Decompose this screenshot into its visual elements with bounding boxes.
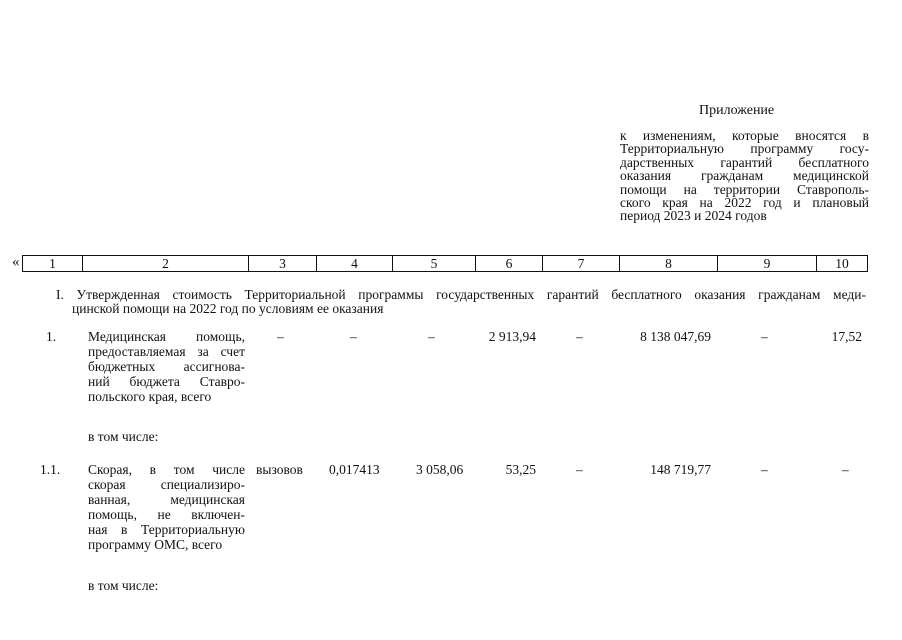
row-name-line: ванная, медицинская (88, 492, 245, 507)
cell-total: 8 138 047,69 (640, 329, 711, 344)
row-name-line: польского края, всего (88, 389, 212, 404)
appendix-line: дарственных гарантий бесплатного (620, 154, 869, 170)
column-number: 7 (543, 256, 620, 271)
cell-col7: – (576, 329, 583, 344)
cell-volume: – (350, 329, 357, 344)
cell-per-capita: 2 913,94 (488, 329, 536, 344)
row-name-line: скорая специализиро- (88, 477, 245, 492)
column-number: 8 (620, 256, 718, 271)
column-number: 6 (476, 256, 543, 271)
cell-unit: вызовов (256, 462, 303, 477)
column-number: 1 (23, 256, 83, 271)
column-number-row (22, 255, 868, 272)
row-name-line: помощь, не включен- (88, 507, 245, 522)
cell-cost-per-unit: – (428, 329, 435, 344)
column-number: 10 (835, 256, 849, 271)
row-name-line: ний бюджета Ставро- (88, 374, 245, 389)
row-name-line: предоставляемая за счет (88, 344, 245, 359)
section-title-line: I. Утвержденная стоимость Территориальной программы государственных гарантий бесплатного оказания гражданам меди- (56, 287, 866, 302)
sub-label: в том числе: (88, 578, 159, 593)
appendix-line: к изменениям, которые вносятся в (620, 128, 869, 143)
appendix-description (620, 129, 869, 223)
appendix-line: помощи на территории Ставрополь- (620, 181, 869, 197)
cell-percent: – (842, 462, 849, 477)
cell-total: 148 719,77 (650, 462, 711, 477)
row-name-line: бюджетных ассигнова- (88, 359, 245, 374)
row-name-line: Медицинская помощь, (88, 329, 245, 344)
appendix-line: ского края на 2022 год и плановый (620, 194, 869, 210)
appendix-heading: Приложение (699, 103, 775, 118)
cell-volume: 0,017413 (329, 462, 380, 477)
row-name (88, 462, 245, 552)
row-number: 1. (46, 329, 57, 344)
section-title-line: цинской помощи на 2022 год по условиям ее оказания (72, 300, 384, 316)
column-number: 3 (249, 256, 317, 271)
row-name-line: программу ОМС, всего (88, 537, 223, 552)
row-name (88, 329, 245, 404)
cell-per-capita: 53,25 (505, 462, 536, 477)
sub-label: в том числе: (88, 429, 159, 444)
column-number: 5 (393, 256, 476, 271)
section-title (56, 288, 866, 315)
cell-cost-per-unit: 3 058,06 (416, 462, 464, 477)
column-number: 2 (83, 256, 249, 271)
cell-percent: 17,52 (831, 329, 862, 344)
cell-col9: – (761, 329, 768, 344)
open-quote: « (12, 254, 20, 270)
appendix-line: оказания гражданам медицинской (620, 168, 869, 184)
cell-col7: – (576, 462, 583, 477)
appendix-line: Территориальную программу госу- (620, 141, 869, 157)
cell-unit: – (277, 329, 284, 344)
column-number: 4 (317, 256, 393, 271)
row-name-line: Скорая, в том числе (88, 462, 245, 477)
column-number: 9 (718, 256, 817, 271)
cell-col9: – (761, 462, 768, 477)
appendix-line: период 2023 и 2024 годов (620, 208, 767, 224)
row-number: 1.1. (40, 462, 61, 477)
row-name-line: ная в Территориальную (88, 522, 245, 537)
